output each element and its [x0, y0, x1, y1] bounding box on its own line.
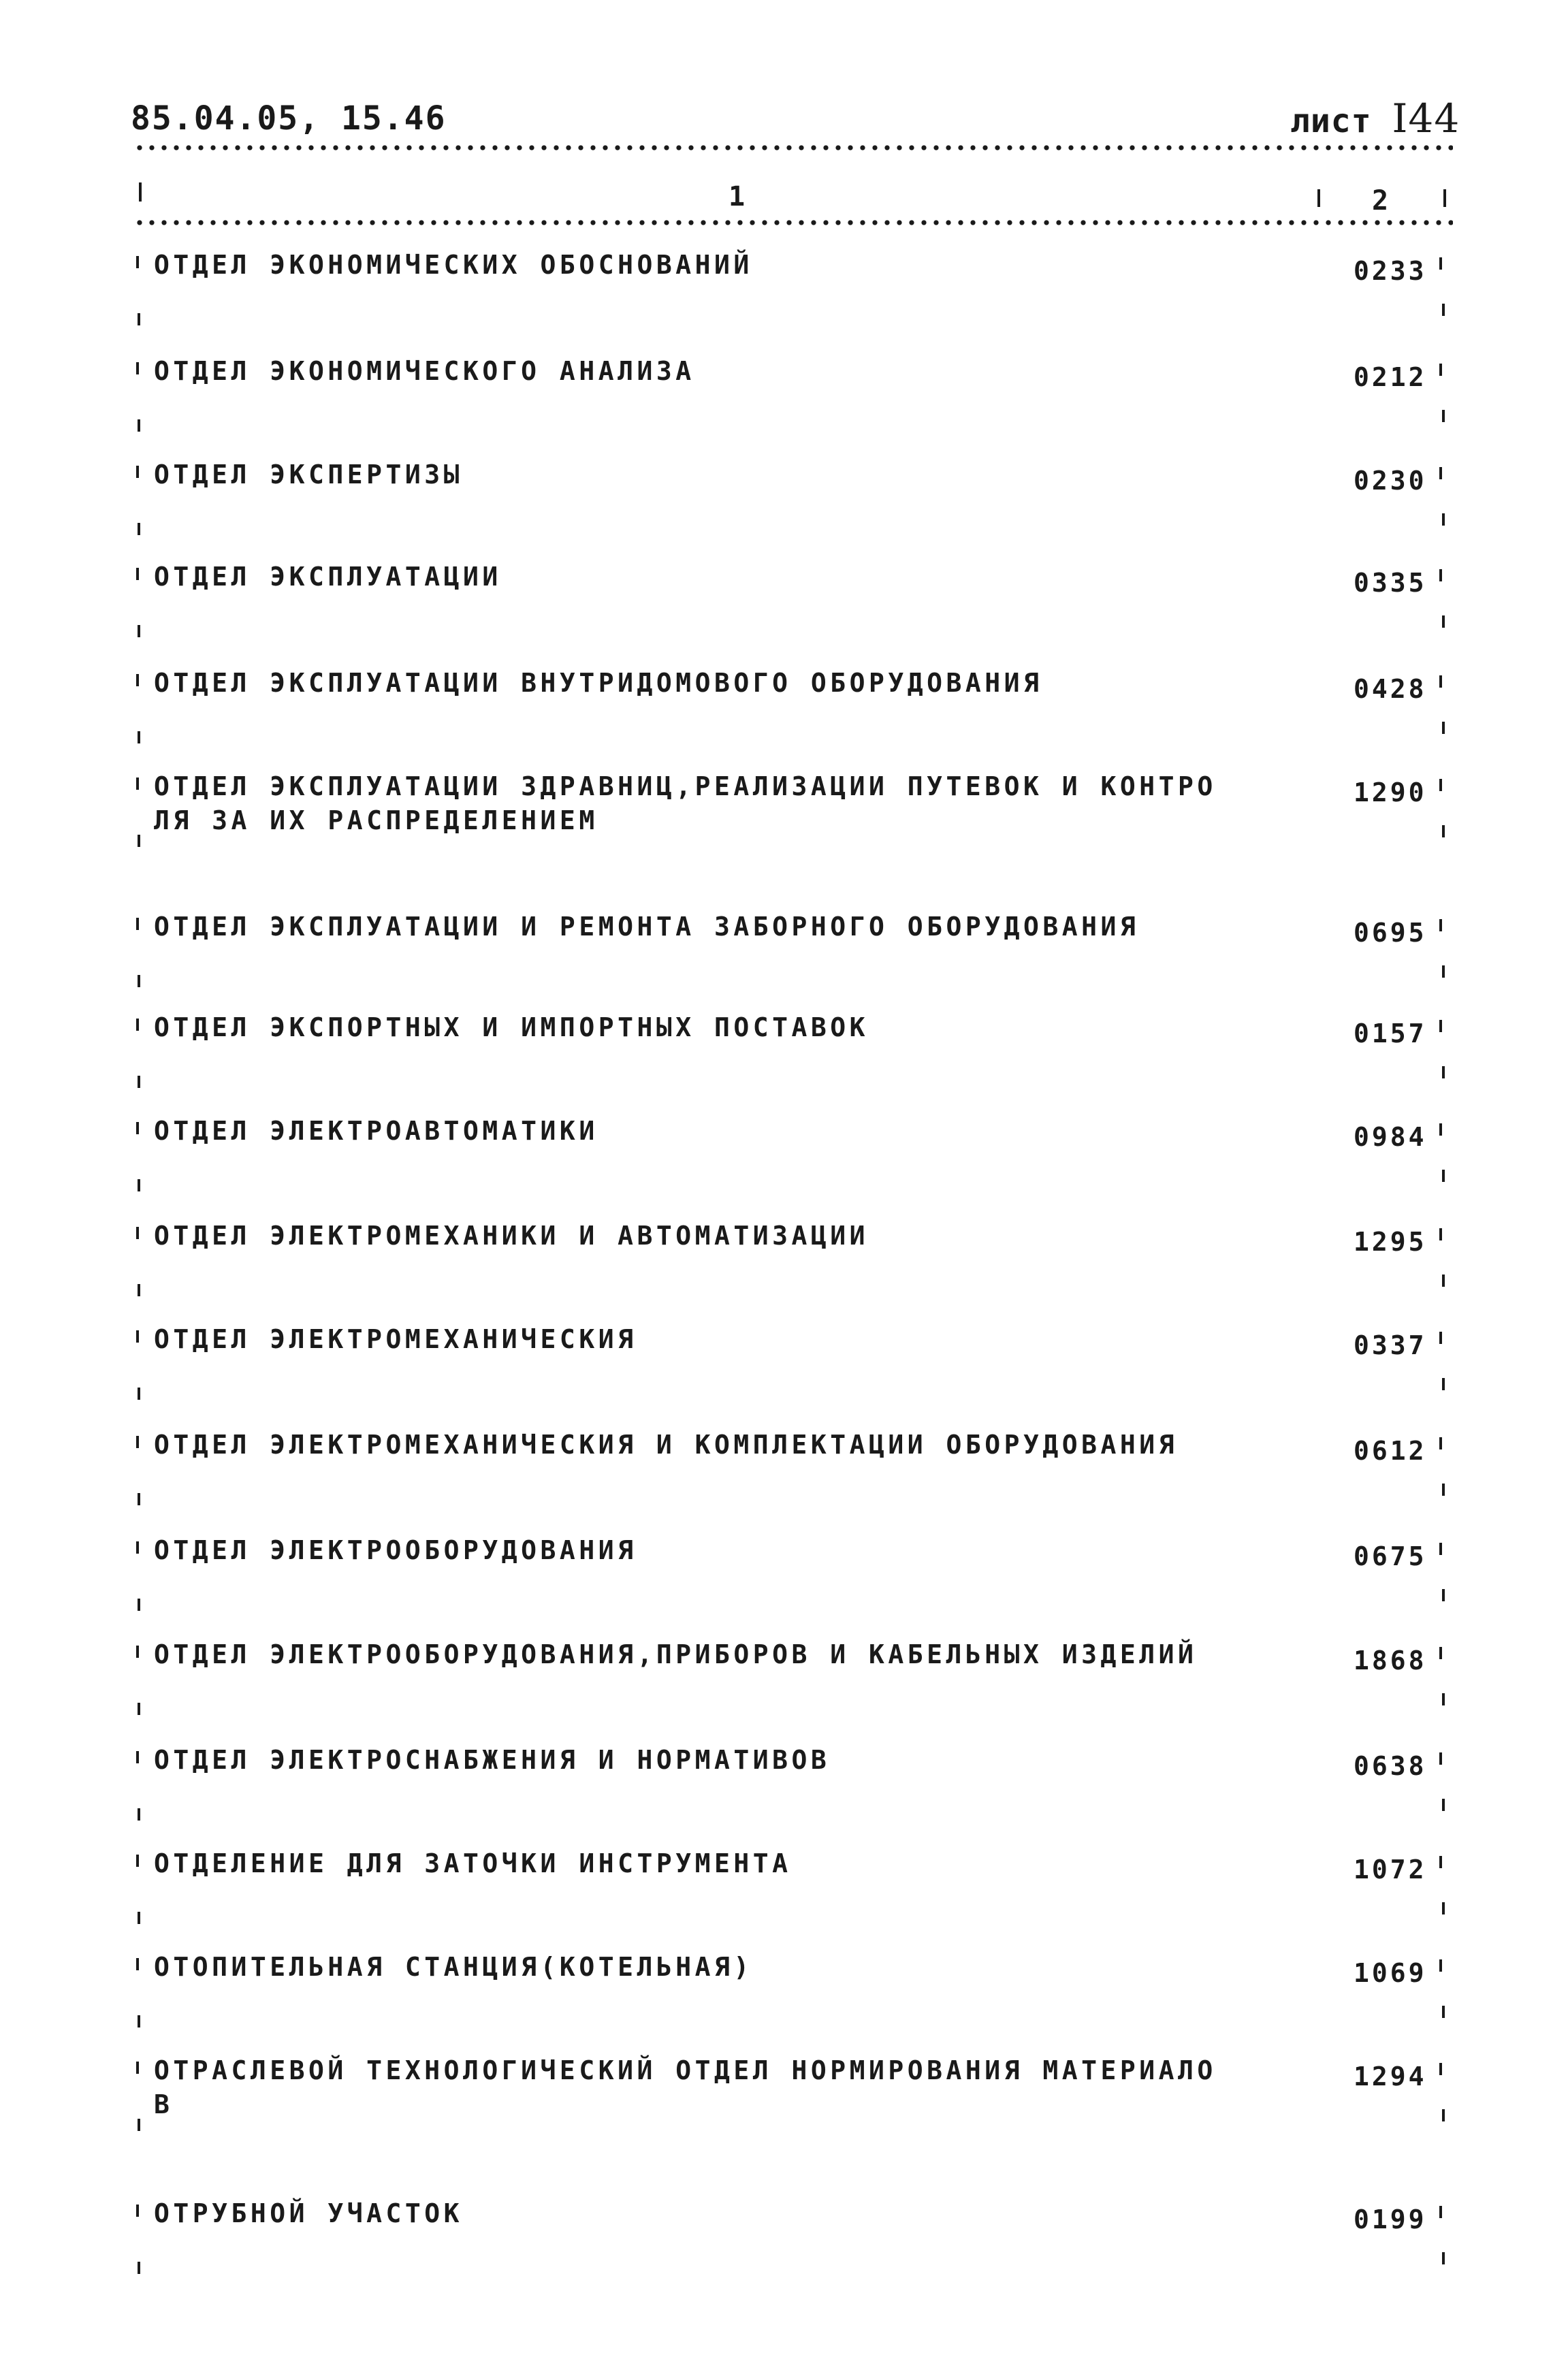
right-border-mark	[1442, 2006, 1445, 2018]
left-border-mark	[136, 2062, 139, 2074]
right-border-mark	[1439, 257, 1442, 270]
right-border-mark	[1442, 513, 1445, 526]
left-border-mark	[136, 1122, 139, 1134]
left-border-mark	[136, 256, 139, 268]
left-border-mark	[136, 1541, 139, 1554]
entry-code: 1294	[1354, 2062, 1427, 2091]
left-border-mark	[136, 918, 139, 930]
left-border-mark	[136, 1436, 139, 1448]
left-border-mark	[136, 1019, 139, 1031]
entry-code: 0638	[1354, 1751, 1427, 1781]
left-border-mark	[138, 313, 140, 325]
right-border-mark	[1439, 919, 1442, 931]
left-border-mark	[136, 466, 139, 478]
left-border-mark	[136, 1330, 139, 1343]
left-border-mark	[136, 1227, 139, 1239]
right-border-mark	[1439, 1856, 1442, 1868]
entry-code: 0695	[1354, 918, 1427, 948]
right-border-mark	[1442, 1799, 1445, 1811]
entry-name-continuation: В	[154, 2089, 174, 2119]
entry-name: ОТДЕЛ ЭКСПЛУАТАЦИИ И РЕМОНТА ЗАБОРНОГО ОБОРУДОВАНИЯ	[154, 912, 1140, 942]
sheet-number-label: лист I44	[1290, 95, 1460, 142]
right-border-mark	[1439, 569, 1442, 581]
right-border-mark	[1439, 1959, 1442, 1972]
right-border-mark	[1442, 1066, 1445, 1078]
entry-name: ОТДЕЛЕНИЕ ДЛЯ ЗАТОЧКИ ИНСТРУМЕНТА	[154, 1848, 792, 1878]
entry-name: ОТДЕЛ ЭЛЕКТРОМЕХАНИКИ И АВТОМАТИЗАЦИИ	[154, 1221, 869, 1251]
column-header-2: 2	[1372, 185, 1389, 217]
entry-name: ОТДЕЛ ЭЛЕКТРООБОРУДОВАНИЯ,ПРИБОРОВ И КАБЕЛЬНЫХ ИЗДЕЛИЙ	[154, 1639, 1198, 1669]
left-border-mark	[138, 1493, 140, 1505]
right-border-mark	[1439, 1647, 1442, 1659]
right-border-mark	[1442, 1170, 1445, 1182]
entry-name: ОТДЕЛ ЭЛЕКТРОМЕХАНИЧЕСКИЯ И КОМПЛЕКТАЦИИ ОБОРУДОВАНИЯ	[154, 1430, 1179, 1460]
entry-code: 0335	[1354, 568, 1427, 598]
left-border-mark	[138, 625, 140, 637]
left-border-mark	[136, 778, 139, 790]
right-border-mark	[1439, 1752, 1442, 1765]
left-border-mark	[138, 1076, 140, 1088]
left-border-mark	[138, 2015, 140, 2028]
right-border-mark	[1442, 1484, 1445, 1496]
right-border-mark	[1439, 1543, 1442, 1555]
entry-name: ОТДЕЛ ЭКСПОРТНЫХ И ИМПОРТНЫХ ПОСТАВОК	[154, 1012, 869, 1042]
entry-name: ОТОПИТЕЛЬНАЯ СТАНЦИЯ(КОТЕЛЬНАЯ)	[154, 1952, 753, 1982]
entry-name: ОТДЕЛ ЭЛЕКТРОСНАБЖЕНИЯ И НОРМАТИВОВ	[154, 1745, 831, 1775]
entry-name: ОТДЕЛ ЭЛЕКТРОМЕХАНИЧЕСКИЯ	[154, 1324, 637, 1354]
column-border	[1317, 189, 1320, 207]
column-border	[1443, 189, 1446, 207]
entry-name: ОТРУБНОЙ УЧАСТОК	[154, 2198, 464, 2228]
right-border-mark	[1442, 1693, 1445, 1705]
left-border-mark	[136, 1646, 139, 1658]
entry-name: ОТДЕЛ ЭКОНОМИЧЕСКОГО АНАЛИЗА	[154, 356, 695, 386]
entry-name: ОТДЕЛ ЭЛЕКТРОАВТОМАТИКИ	[154, 1116, 598, 1146]
left-border-mark	[136, 1751, 139, 1763]
left-border-mark	[138, 1599, 140, 1611]
right-border-mark	[1439, 1437, 1442, 1449]
entry-code: 0157	[1354, 1019, 1427, 1048]
right-border-mark	[1442, 1378, 1445, 1390]
right-border-mark	[1442, 410, 1445, 422]
entry-code: 1290	[1354, 778, 1427, 807]
entry-code: 0428	[1354, 674, 1427, 704]
left-border-mark	[136, 362, 139, 374]
right-border-mark	[1442, 1589, 1445, 1601]
entry-name: ОТРАСЛЕВОЙ ТЕХНОЛОГИЧЕСКИЙ ОТДЕЛ НОРМИРОВАНИЯ МАТЕРИАЛО	[154, 2055, 1217, 2085]
right-border-mark	[1442, 304, 1445, 316]
left-border-mark	[138, 1808, 140, 1821]
right-border-mark	[1439, 467, 1442, 479]
column-border	[139, 182, 142, 202]
entry-code: 0233	[1354, 256, 1427, 286]
entry-name: ОТДЕЛ ЭКСПЛУАТАЦИИ	[154, 562, 502, 592]
entry-code: 0984	[1354, 1122, 1427, 1152]
left-border-mark	[136, 1855, 139, 1867]
entry-code: 0675	[1354, 1541, 1427, 1571]
right-border-mark	[1442, 965, 1445, 978]
entry-code: 1295	[1354, 1227, 1427, 1257]
asterisk-rule-top	[133, 144, 1453, 151]
right-border-mark	[1442, 825, 1445, 837]
left-border-mark	[136, 568, 139, 580]
right-border-mark	[1439, 779, 1442, 791]
left-border-mark	[138, 1284, 140, 1296]
print-date-time: 85.04.05, 15.46	[131, 99, 447, 138]
right-border-mark	[1442, 722, 1445, 734]
right-border-mark	[1442, 2109, 1445, 2121]
entry-code: 0337	[1354, 1330, 1427, 1360]
right-border-mark	[1439, 364, 1442, 376]
right-border-mark	[1442, 1275, 1445, 1287]
right-border-mark	[1442, 2252, 1445, 2264]
asterisk-rule-header	[133, 219, 1453, 226]
left-border-mark	[138, 2119, 140, 2131]
entry-code: 0230	[1354, 466, 1427, 496]
right-border-mark	[1439, 1020, 1442, 1032]
right-border-mark	[1439, 2063, 1442, 2075]
left-border-mark	[138, 419, 140, 432]
right-border-mark	[1439, 2206, 1442, 2218]
entry-name: ОТДЕЛ ЭЛЕКТРООБОРУДОВАНИЯ	[154, 1535, 637, 1565]
left-border-mark	[138, 835, 140, 847]
entry-code: 0199	[1354, 2205, 1427, 2234]
entry-code: 1072	[1354, 1855, 1427, 1885]
entry-code: 1868	[1354, 1646, 1427, 1676]
entry-name: ОТДЕЛ ЭКСПЛУАТАЦИИ ВНУТРИДОМОВОГО ОБОРУДОВАНИЯ	[154, 668, 1043, 698]
right-border-mark	[1439, 1332, 1442, 1344]
entry-code: 1069	[1354, 1958, 1427, 1988]
column-header-1: 1	[729, 181, 746, 212]
left-border-mark	[136, 674, 139, 686]
entry-code: 0212	[1354, 362, 1427, 392]
entry-name: ОТДЕЛ ЭКСПЛУАТАЦИИ ЗДРАВНИЦ,РЕАЛИЗАЦИИ ПУТЕВОК И КОНТРО	[154, 771, 1217, 801]
left-border-mark	[138, 1388, 140, 1400]
left-border-mark	[136, 1958, 139, 1970]
entry-code: 0612	[1354, 1436, 1427, 1466]
right-border-mark	[1439, 1123, 1442, 1136]
left-border-mark	[138, 2262, 140, 2274]
left-border-mark	[136, 2205, 139, 2217]
right-border-mark	[1439, 675, 1442, 688]
left-border-mark	[138, 731, 140, 743]
right-border-mark	[1442, 615, 1445, 628]
left-border-mark	[138, 523, 140, 535]
entry-name: ОТДЕЛ ЭКСПЕРТИЗЫ	[154, 460, 464, 490]
right-border-mark	[1442, 1902, 1445, 1914]
left-border-mark	[138, 1703, 140, 1715]
entry-name-continuation: ЛЯ ЗА ИХ РАСПРЕДЕЛЕНИЕМ	[154, 805, 598, 835]
left-border-mark	[138, 1179, 140, 1191]
left-border-mark	[138, 975, 140, 987]
entry-name: ОТДЕЛ ЭКОНОМИЧЕСКИХ ОБОСНОВАНИЙ	[154, 250, 753, 280]
right-border-mark	[1439, 1228, 1442, 1240]
left-border-mark	[138, 1912, 140, 1924]
